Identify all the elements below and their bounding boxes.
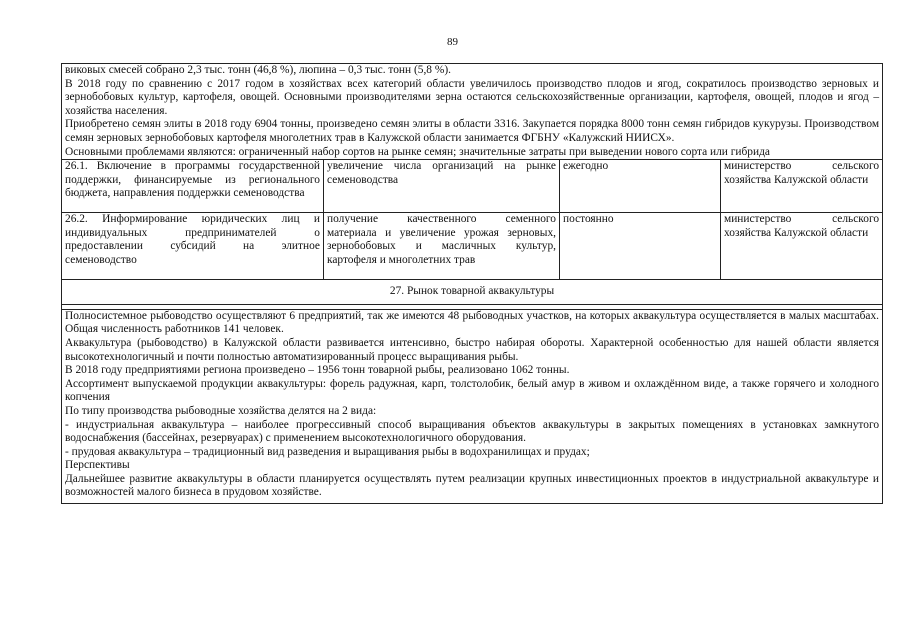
result-cell: получение качественного семенного материала и увеличение урожая зерновых, зернобобовых и масличных культур, картофеля и многолетних трав [324,213,560,280]
intro-paragraph: виковых смесей собрано 2,3 тыс. тонн (46,8 %), люпина – 0,3 тыс. тонн (5,8 %). [65,64,451,76]
measure-cell: 26.2. Информирование юридических лиц и индивидуальных предпринимателей о предоставлении субсидий на элитное семеноводство [62,213,324,280]
measures-table [61,63,883,504]
section-title-row [62,280,883,305]
section-paragraph: Дальнейшее развитие аквакультуры в области планируется осуществлять путем реализации крупных инвестиционных проектов в индустриальной аквакультуре и возможностей малого бизнеса в прудовом хозяйстве. [65,472,880,499]
page-number: 89 [447,36,458,48]
section-body-row [62,309,883,503]
intro-block [62,64,883,160]
term-cell: ежегодно [560,160,721,213]
section-paragraph: Ассортимент выпускаемой продукции аквакультуры: форель радужная, карп, толстолобик, белый амур в живом и охлаждённом виде, а также горячего и холодного копчения [65,377,880,404]
section-paragraph: - индустриальная аквакультура – наиболее прогрессивный способ выращивания объектов аквакультуры в закрытых помещениях в установках замкнутого водоснабжения (бассейнах, резервуарах) с применением высокотехнологичного оборудования. [65,418,880,445]
result-cell: увеличение числа организаций на рынке семеноводства [324,160,560,213]
table-row [62,213,883,280]
term-cell: постоянно [560,213,721,280]
section-paragraph: - прудовая аквакультура – традиционный вид разведения и выращивания рыбы в водохранилищах и прудах; [65,445,590,458]
section-paragraph: Полносистемное рыбоводство осуществляют 6 предприятий, так же имеются 48 рыбоводных участков, на которых аквакультура осуществляется в малых масштабах. Общая численность работников 141 человек. [65,309,880,336]
section-paragraph: Перспективы [65,459,130,472]
section-paragraph: В 2018 году предприятиями региона произведено – 1956 тонн товарной рыбы, реализовано 1062 тонны. [65,364,570,377]
responsible-cell: министерство сельского хозяйства Калужской области [721,160,883,213]
section-paragraph: По типу производства рыбоводные хозяйства делятся на 2 вида: [65,404,377,417]
intro-row [62,64,883,160]
intro-paragraph: Основными проблемами являются: ограниченный набор сортов на рынке семян; значительные затраты при выведении нового сорта или гибрида [65,145,770,158]
measure-cell: 26.1. Включение в программы государственной поддержки, финансируемые из регионального бюджета, направления поддержки семеноводства [62,160,324,213]
section-title: 27. Рынок товарной аквакультуры [62,280,883,305]
responsible-cell: министерство сельского хозяйства Калужской области [721,213,883,280]
section-paragraph: Аквакультура (рыбоводство) в Калужской области развивается интенсивно, быстро набирая обороты. Характерной особенностью для нашей области является высокотехнологичный и почти полностью автоматизированный процесс выращивания рыбы. [65,336,880,363]
section-body [62,309,883,503]
intro-paragraph: В 2018 году по сравнению с 2017 годом в хозяйствах всех категорий области увеличилось производство плодов и ягод, сократилось производство зерновых и зернобобовых культур, картофеля, овощей. Основными производителями зерна остаются сельскохозяйственные организации, картофеля, овощей, плодов и ягод – хозяйства населения. [65,77,880,117]
intro-paragraph: Приобретено семян элиты в 2018 году 6904 тонны, произведено семян элиты в области 3316. Закупается порядка 8000 тонн семян гибридов кукурузы. Производством семян зерновых зернобобовых картофеля многолетних трав в Калужской области занимается ФГБНУ «Калужский НИИСХ». [65,118,880,144]
table-row [62,160,883,213]
